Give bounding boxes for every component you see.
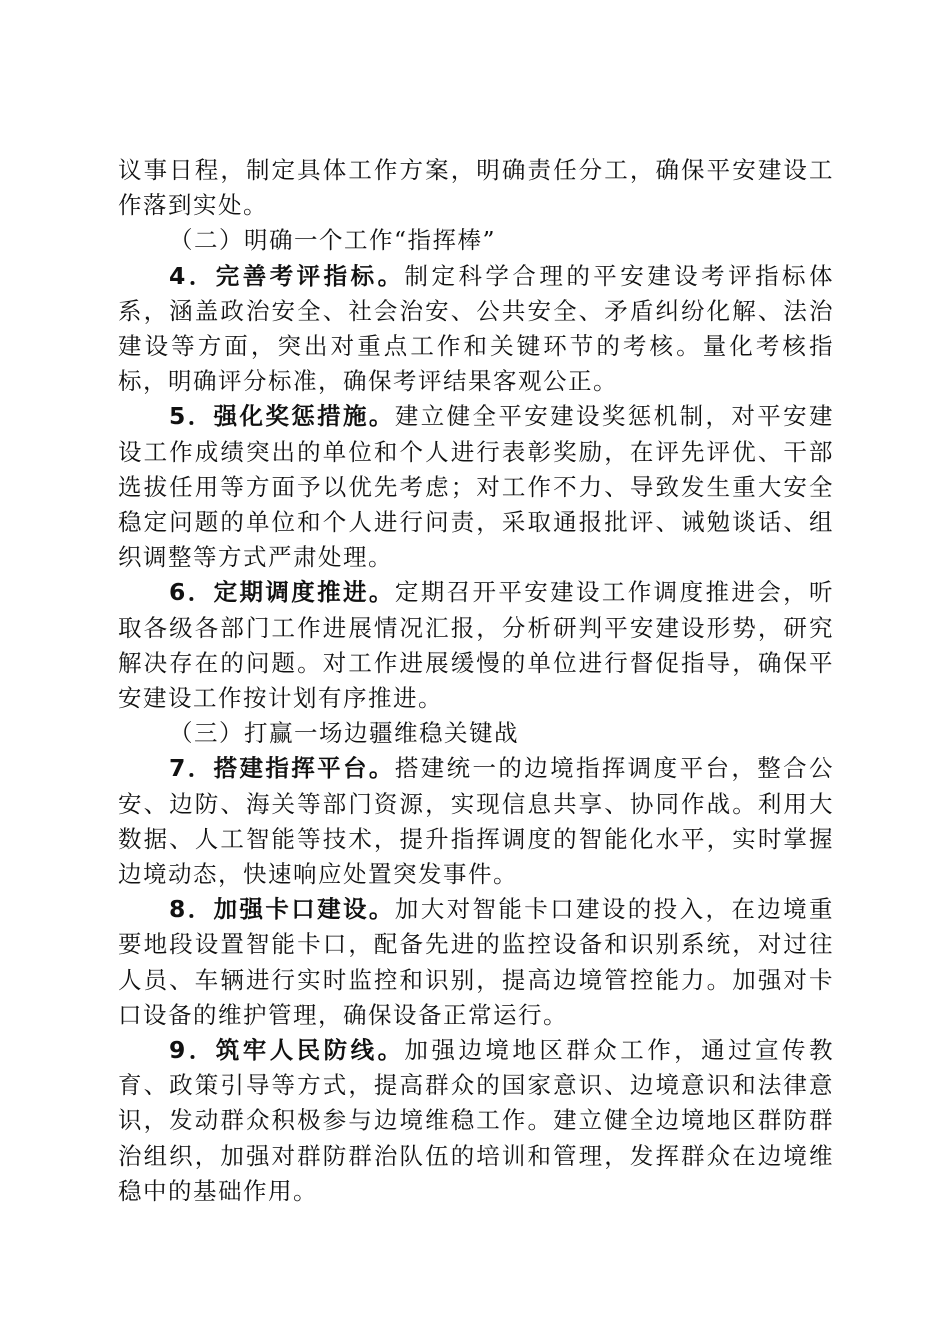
section-heading-2: （二）明确一个工作“指挥棒” xyxy=(169,226,497,255)
item-lead-4: 4．完善考评指标。 xyxy=(169,261,405,290)
item-paragraph-8 xyxy=(118,892,834,1033)
item-lead-6: 6．定期调度推进。 xyxy=(169,578,395,607)
item-lead-9: 9．筑牢人民防线。 xyxy=(169,1036,405,1065)
item-paragraph-7 xyxy=(118,751,834,892)
item-lead-8: 8．加强卡口建设。 xyxy=(169,895,395,924)
item-paragraph-4 xyxy=(118,259,834,400)
document-body xyxy=(118,153,834,1209)
item-lead-5: 5．强化奖惩措施。 xyxy=(169,402,395,431)
item-lead-7: 7．搭建指挥平台。 xyxy=(169,754,395,783)
item-body-6: 定期召开平安建设工作调度推进会，听取各级各部门工作进展情况汇报，分析研判平安建设形势，研究解决存在的问题。对工作进展缓慢的单位进行督促指导，确保平安建设工作按计划有序推进。 xyxy=(118,578,834,713)
item-body-4: 制定科学合理的平安建设考评指标体系，涵盖政治安全、社会治安、公共安全、矛盾纠纷化解、法治建设等方面，突出对重点工作和关键环节的考核。量化考核指标，明确评分标准，确保考评结果客观公正。 xyxy=(118,261,834,396)
item-body-5: 建立健全平安建设奖惩机制，对平安建设工作成绩突出的单位和个人进行表彰奖励，在评先评优、干部选拔任用等方面予以优先考虑；对工作不力、导致发生重大安全稳定问题的单位和个人进行问责，采取通报批评、诫勉谈话、组织调整等方式严肃处理。 xyxy=(118,402,834,572)
item-body-7: 搭建统一的边境指挥调度平台，整合公安、边防、海关等部门资源，实现信息共享、协同作战。利用大数据、人工智能等技术，提升指挥调度的智能化水平，实时掌握边境动态，快速响应处置突发事件。 xyxy=(118,754,834,889)
item-body-8: 加大对智能卡口建设的投入，在边境重要地段设置智能卡口，配备先进的监控设备和识别系统，对过往人员、车辆进行实时监控和识别，提高边境管控能力。加强对卡口设备的维护管理，确保设备正常运行。 xyxy=(118,895,834,1029)
item-paragraph-9 xyxy=(118,1033,834,1209)
item-body-9: 加强边境地区群众工作，通过宣传教育、政策引导等方式，提高群众的国家意识、边境意识和法律意识，发动群众积极参与边境维稳工作。建立健全边境地区群防群治组织，加强对群防群治队伍的培训和管理，发挥群众在边境维稳中的基础作用。 xyxy=(118,1036,834,1205)
item-paragraph-5 xyxy=(118,399,834,575)
continuation-paragraph: 议事日程，制定具体工作方案，明确责任分工，确保平安建设工作落到实处。 xyxy=(118,156,834,220)
section-heading-3: （三）打赢一场边疆维稳关键战 xyxy=(169,719,519,748)
item-paragraph-6 xyxy=(118,575,834,716)
